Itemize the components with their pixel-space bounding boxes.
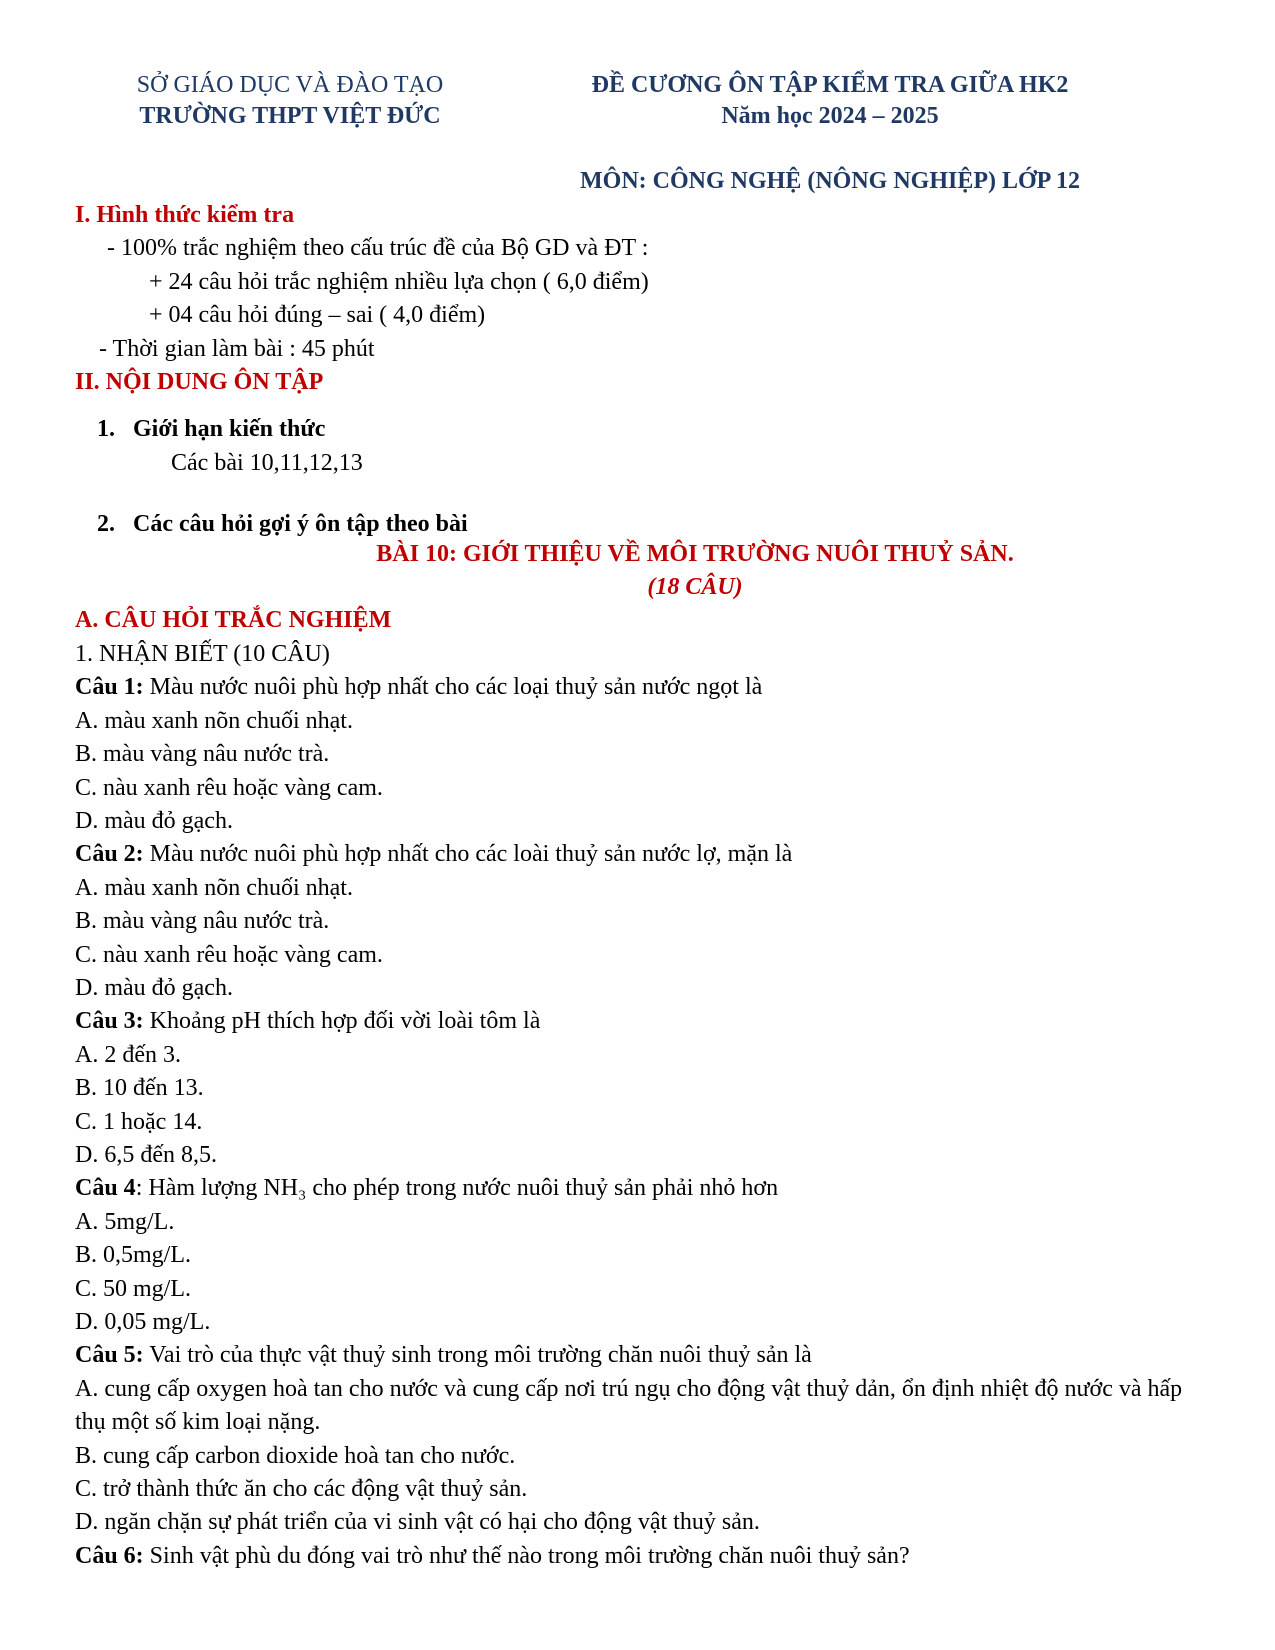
answer-option: C. nàu xanh rêu hoặc vàng cam. xyxy=(75,774,383,801)
section-heading-content: II. NỘI DUNG ÔN TẬP xyxy=(75,369,324,396)
question-label: Câu 1: xyxy=(75,674,144,701)
lesson-question-count: (18 CÂU) xyxy=(647,574,743,601)
format-line: - 100% trắc nghiệm theo cấu trúc đề của Bộ GD và ĐT : xyxy=(107,235,649,262)
question-label: Câu 3: xyxy=(75,1008,144,1035)
answer-option: D. ngăn chặn sự phát triển của vi sinh vật có hại cho động vật thuỷ sản. xyxy=(75,1509,760,1536)
subject-line: MÔN: CÔNG NGHỆ (NÔNG NGHIỆP) LỚP 12 xyxy=(580,168,1080,194)
answer-option: D. 6,5 đến 8,5. xyxy=(75,1141,217,1168)
item-title: Giới hạn kiến thức xyxy=(133,416,326,443)
answer-option: D. màu đỏ gạch. xyxy=(75,807,233,834)
answer-option: B. cung cấp carbon dioxide hoà tan cho nước. xyxy=(75,1442,516,1469)
school-name: TRƯỜNG THPT VIỆT ĐỨC xyxy=(139,103,441,129)
question-label: Câu 2: xyxy=(75,841,144,868)
question xyxy=(75,1339,1205,1372)
answer-option: B. 10 đến 13. xyxy=(75,1075,204,1102)
question-text: Khoảng pH thích hợp đối vời loài tôm là xyxy=(143,1008,541,1035)
knowledge-scope: Các bài 10,11,12,13 xyxy=(171,449,363,476)
question xyxy=(75,838,1205,871)
answer-option: C. 1 hoặc 14. xyxy=(75,1108,203,1135)
question-text: : Hàm lượng NH₃ cho phép trong nước nuôi thuỷ sản phải nhỏ hơn xyxy=(135,1175,779,1202)
section-heading-format: I. Hình thức kiểm tra xyxy=(75,202,295,228)
answer-option: A. 5mg/L. xyxy=(75,1208,175,1235)
issuer-block xyxy=(110,70,470,132)
question-text: Vai trò của thực vật thuỷ sinh trong môi trường chăn nuôi thuỷ sản là xyxy=(143,1342,812,1369)
department-name: SỞ GIÁO DỤC VÀ ĐÀO TẠO xyxy=(136,72,444,98)
answer-option: B. màu vàng nâu nước trà. xyxy=(75,741,330,768)
answer-option: C. trở thành thức ăn cho các động vật thuỷ sản. xyxy=(75,1476,528,1503)
question-text: Màu nước nuôi phù hợp nhất cho các loài thuỷ sản nước lợ, mặn là xyxy=(143,841,793,868)
answer-option: A. 2 đến 3. xyxy=(75,1041,181,1068)
question-label: Câu 5: xyxy=(75,1342,144,1369)
answer-option: C. nàu xanh rêu hoặc vàng cam. xyxy=(75,941,383,968)
answer-option: A. màu xanh nõn chuối nhạt. xyxy=(75,707,353,734)
part-heading: A. CÂU HỎI TRẮC NGHIỆM xyxy=(75,607,392,634)
format-line: + 04 câu hỏi đúng – sai ( 4,0 điểm) xyxy=(149,302,486,329)
numbered-heading xyxy=(75,413,1205,446)
answer-option: D. 0,05 mg/L. xyxy=(75,1309,211,1335)
item-number: 1. xyxy=(97,416,115,443)
question xyxy=(75,671,1205,704)
item-title: Các câu hỏi gợi ý ôn tập theo bài xyxy=(133,511,468,538)
question xyxy=(75,1005,1205,1038)
title-block xyxy=(540,70,1120,132)
question-label: Câu 6: xyxy=(75,1542,144,1569)
question xyxy=(75,1172,1205,1205)
answer-option: B. màu vàng nâu nước trà. xyxy=(75,908,330,935)
answer-option: D. màu đỏ gạch. xyxy=(75,974,233,1001)
question-label: Câu 4 xyxy=(75,1175,136,1202)
format-line: + 24 câu hỏi trắc nghiệm nhiều lựa chọn ( 6,0 điểm) xyxy=(149,268,649,295)
question-text: Sinh vật phù du đóng vai trò như thế nào trong môi trường chăn nuôi thuỷ sản? xyxy=(143,1542,910,1569)
document-body xyxy=(75,199,1205,1573)
question-text: Màu nước nuôi phù hợp nhất cho các loại thuỷ sản nước ngọt là xyxy=(143,674,763,701)
lesson-title: BÀI 10: GIỚI THIỆU VỀ MÔI TRƯỜNG NUÔI THUỶ SẢN. xyxy=(376,540,1014,567)
school-year: Năm học 2024 – 2025 xyxy=(721,103,939,129)
level-heading: 1. NHẬN BIẾT (10 CÂU) xyxy=(75,640,330,667)
item-number: 2. xyxy=(97,511,115,538)
numbered-heading xyxy=(75,508,1205,541)
answer-option: C. 50 mg/L. xyxy=(75,1275,192,1302)
answer-option: A. cung cấp oxygen hoà tan cho nước và cung cấp nơi trú ngụ cho động vật thuỷ dản, ổn định nhiệt độ nước và hấp thụ một số kim loại nặng. xyxy=(75,1375,1183,1436)
question xyxy=(75,1540,1205,1573)
answer-option: B. 0,5mg/L. xyxy=(75,1242,192,1269)
document-title: ĐỀ CƯƠNG ÔN TẬP KIỂM TRA GIỮA HK2 xyxy=(591,72,1069,98)
format-line: - Thời gian làm bài : 45 phút xyxy=(99,335,375,362)
answer-option: A. màu xanh nõn chuối nhạt. xyxy=(75,874,353,901)
